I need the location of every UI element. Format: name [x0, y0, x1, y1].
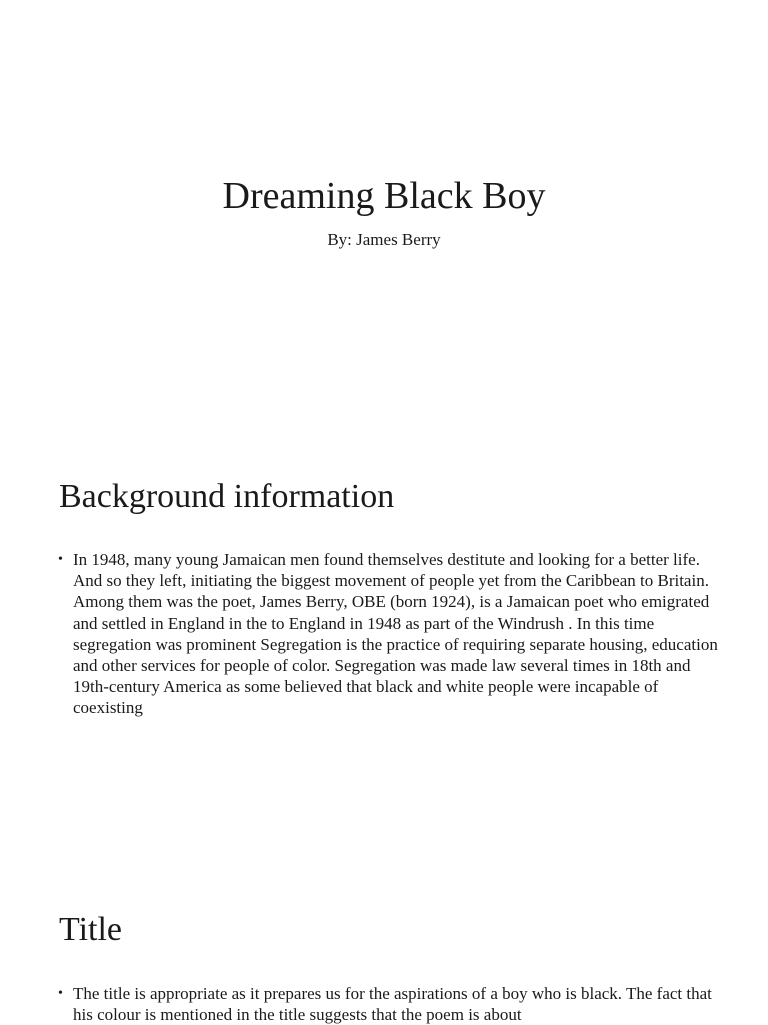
slide-heading: Background information: [59, 478, 395, 515]
presentation-title: Dreaming Black Boy: [222, 175, 546, 217]
author-subtitle: By: James Berry: [327, 230, 441, 249]
bullet-icon: •: [58, 986, 63, 1001]
bullet-icon: •: [58, 552, 63, 567]
bullet-list: [58, 983, 722, 1025]
bullet-item: [58, 549, 722, 719]
title-slide: [0, 0, 768, 433]
bullet-list: [58, 549, 722, 719]
background-slide: [0, 432, 768, 865]
bullet-item: [58, 983, 722, 1025]
title-analysis-slide: [0, 864, 768, 1024]
bullet-text: The title is appropriate as it prepares us for the aspirations of a boy who is black. The fact that his colour is mentioned in the title suggests that the poem is about: [73, 984, 712, 1025]
bullet-text: In 1948, many young Jamaican men found themselves destitute and looking for a better life. And so they left, initiating the biggest movement of people yet from the Caribbean to Britain. Among them was the poet, James Berry, OBE (born 1924), is a Jamaican poet who emigrated and settled in England in the to England in 1948 as part of the Windrush . In this time segregation was prominent Segregation is the practice of requiring separate housing, education and other services for people of color. Segregation was made law several times in 18th and 19th-century America as some believed that black and white people were incapable of coexisting: [73, 550, 718, 718]
slide-heading: Title: [59, 911, 123, 948]
